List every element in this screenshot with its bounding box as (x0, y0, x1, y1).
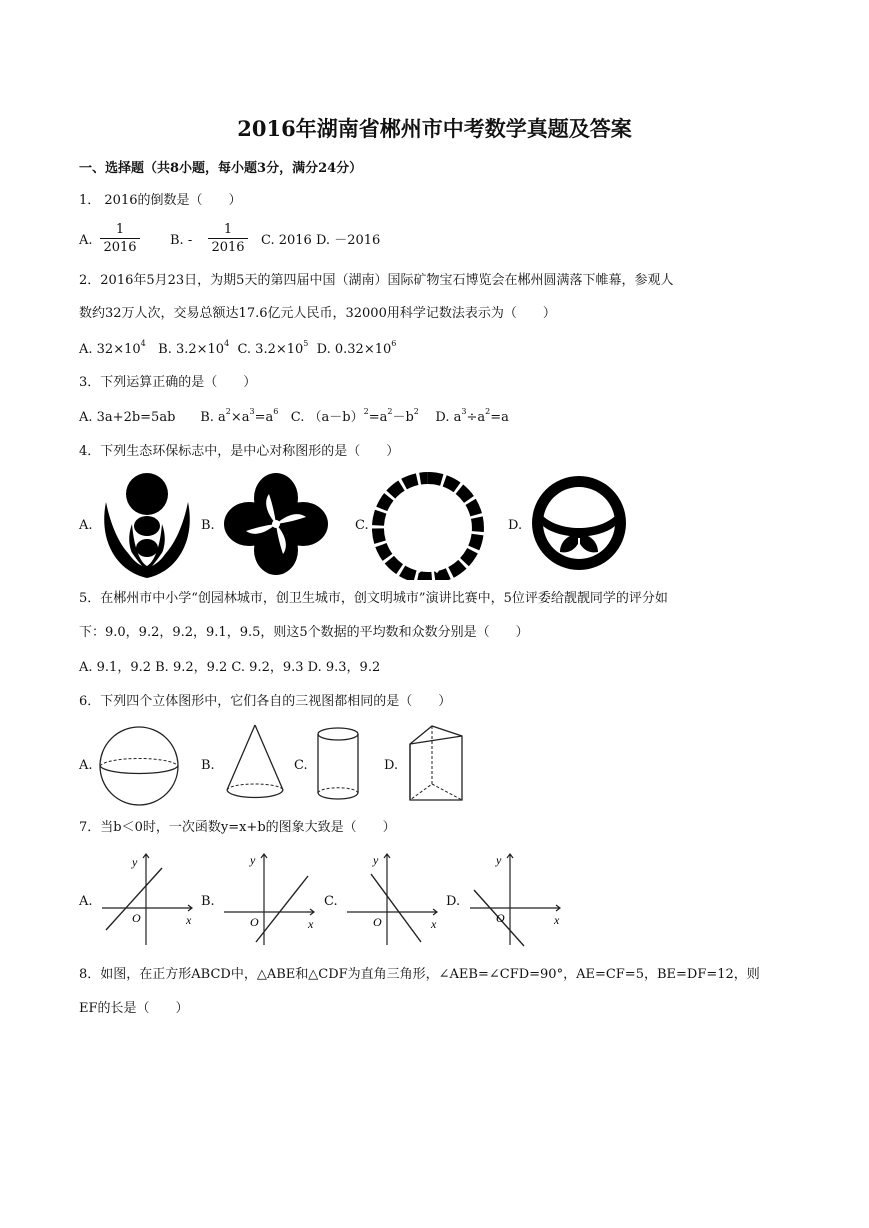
q2-option-b-exp: 4 (224, 339, 230, 348)
q2-option-d: D. 0.32×10 (316, 342, 392, 357)
eco-symbol-d-icon (530, 474, 628, 572)
axis-y-label: y (496, 853, 502, 867)
q7-label-a: A. (79, 894, 93, 909)
q3-option-b: B. $a^2\times a^3=a^6$ (200, 407, 279, 425)
q3-option-a: A. 3a+2b=5ab (79, 410, 176, 425)
page-title: 2016年湖南省郴州市中考数学真题及答案 (237, 116, 632, 141)
q5-line2: 下：9.0，9.2，9.2，9.1，9.5，则这5个数据的平均数和众数分别是（ ） (79, 625, 529, 640)
q7-label-c: C. (324, 894, 338, 909)
q2-option-a: A. 32×10 (79, 342, 141, 357)
origin-label: O (373, 915, 382, 929)
q4-label-b: B. (201, 518, 215, 533)
q4-label-d: D. (508, 518, 523, 533)
q6-label-b: B. (201, 758, 215, 773)
sphere-icon (97, 724, 181, 808)
origin-label: O (132, 911, 141, 925)
fraction-bar (208, 238, 248, 239)
q1-stem: 1． 2016的倒数是（ ） (79, 193, 242, 208)
axis-x-label: x (554, 913, 560, 927)
q4-label-a: A. (79, 518, 93, 533)
section-heading: 一、选择题（共8小题，每小题3分，满分24分） (79, 161, 363, 176)
q1-b-numerator: 1 (223, 222, 233, 237)
axis-x-label: x (308, 917, 314, 931)
q7-graph-d (466, 848, 566, 948)
q1-option-a-label: A. (79, 233, 93, 248)
q8-line1: 8．如图，在正方形ABCD中，△ABE和△CDF为直角三角形，∠AEB=∠CFD=90°，AE=CF=5，BE=DF=12，则 (79, 967, 760, 982)
q1-b-denominator: 2016 (211, 240, 245, 255)
origin-label: O (496, 911, 505, 925)
q5-options: A. 9.1，9.2 B. 9.2，9.2 C. 9.2，9.3 D. 9.3，9.2 (79, 660, 381, 675)
q2-option-b: B. 3.2×10 (158, 342, 225, 357)
q7-label-d: D. (446, 894, 461, 909)
q7-label-b: B. (201, 894, 215, 909)
q3-options (79, 407, 509, 425)
q1-a-numerator: 1 (115, 222, 125, 237)
q4-label-c: C. (355, 518, 369, 533)
q7-graph-c (343, 848, 443, 948)
q1-a-denominator: 2016 (103, 240, 137, 255)
eco-symbol-c-icon (372, 472, 484, 580)
q1-option-b-label: B. - (170, 233, 193, 248)
q1-options-cd: C. 2016 D. －2016 (261, 233, 381, 248)
q8-line2: EF的长是（ ） (79, 1001, 189, 1016)
q7-graph-a (98, 848, 198, 948)
q7-graph-b (220, 848, 320, 948)
triangular-prism-icon (406, 722, 466, 804)
cone-icon (224, 722, 286, 802)
q2-option-a-exp: 4 (140, 339, 146, 348)
q2-line2: 数约32万人次，交易总额达17.6亿元人民币，32000用科学记数法表示为（ ） (79, 306, 556, 321)
origin-label: O (250, 915, 259, 929)
cylinder-icon (315, 725, 361, 803)
q7-stem: 7．当b＜0时，一次函数y=x+b的图象大致是（ ） (79, 820, 396, 835)
q3-option-d: D. $a^3\div a^2=a$ (435, 407, 509, 425)
q1-option-a-fraction (100, 222, 140, 255)
q5-line1: 5．在郴州市中小学“创园林城市，创卫生城市，创文明城市”演讲比赛中，5位评委给靓靓同学的评分如 (79, 591, 668, 606)
q6-label-c: C. (294, 758, 308, 773)
axis-y-label: y (132, 855, 138, 869)
fraction-bar (100, 238, 140, 239)
q2-option-c: C. 3.2×10 (237, 342, 304, 357)
q6-stem: 6．下列四个立体图形中，它们各自的三视图都相同的是（ ） (79, 694, 452, 709)
q4-stem: 4．下列生态环保标志中，是中心对称图形的是（ ） (79, 444, 400, 459)
q1-option-b-fraction (208, 222, 248, 255)
q6-label-a: A. (79, 758, 93, 773)
q3-option-c: C. $(a-b)^2=a^2-b^2$ (290, 407, 419, 425)
q3-stem: 3．下列运算正确的是（ ） (79, 375, 257, 390)
q2-options (79, 339, 397, 357)
eco-symbol-b-icon (223, 472, 329, 576)
q6-label-d: D. (384, 758, 399, 773)
axis-x-label: x (186, 913, 192, 927)
axis-y-label: y (373, 853, 379, 867)
q2-line1: 2．2016年5月23日，为期5天的第四届中国（湖南）国际矿物宝石博览会在郴州圆满落下帷幕，参观人 (79, 273, 674, 288)
q2-option-c-exp: 5 (303, 339, 309, 348)
axis-y-label: y (250, 853, 256, 867)
q2-option-d-exp: 6 (391, 339, 397, 348)
eco-symbol-a-icon (98, 472, 196, 582)
axis-x-label: x (431, 917, 437, 931)
